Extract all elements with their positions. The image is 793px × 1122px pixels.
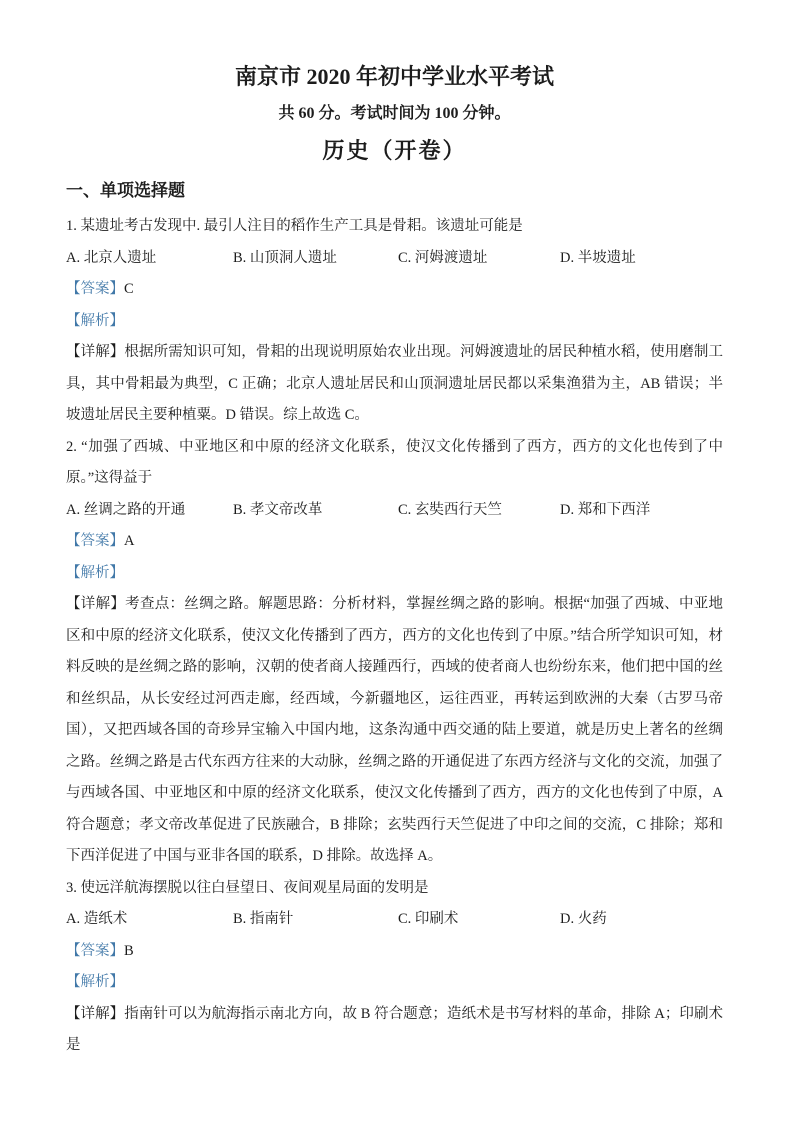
question-stem: 3. 使远洋航海摆脱以往白昼望日、夜间观星局面的发明是 — [66, 879, 429, 896]
option-b: B. 孝文帝改革 — [233, 501, 323, 518]
detail-paragraph — [66, 999, 723, 1062]
answer-value: B — [124, 942, 134, 959]
answer-line — [66, 274, 723, 306]
detail-paragraph — [66, 337, 723, 432]
options-row — [66, 495, 723, 527]
analysis-label: 【解析】 — [66, 564, 124, 581]
option-d: D. 半坡遗址 — [560, 249, 636, 266]
option-a: A. 造纸术 — [66, 911, 128, 927]
answer-label: 【答案】 — [66, 533, 124, 549]
exam-score-duration: 共 60 分。考试时间为 100 分钟。 — [278, 105, 511, 122]
question-block-3 — [66, 873, 723, 1062]
answer-value: C — [124, 281, 134, 297]
detail-label: 【详解】 — [66, 1005, 125, 1022]
section-heading: 一、单项选择题 — [66, 181, 185, 200]
question-stem: 2. “加强了西城、中亚地区和中原的经济文化联系，使汉文化传播到了西方，西方的文化也传到了中原。”这得益于 — [66, 438, 723, 486]
detail-text: 指南针可以为航海指示南北方向，故 B 符合题意；造纸术是书写材料的革命，排除 A；印刷术是 — [66, 1005, 724, 1053]
options-row — [66, 243, 723, 275]
option-b: B. 指南针 — [233, 911, 294, 927]
answer-line — [66, 526, 723, 558]
analysis-line — [66, 967, 723, 999]
analysis-label: 【解析】 — [66, 312, 124, 329]
question-stem: 1. 某遗址考古发现中. 最引人注目的稻作生产工具是骨耜。该遗址可能是 — [66, 218, 523, 234]
detail-label: 【详解】 — [66, 344, 125, 360]
answer-label: 【答案】 — [66, 281, 124, 297]
detail-paragraph — [66, 589, 723, 873]
analysis-line — [66, 558, 723, 590]
detail-label: 【详解】 — [66, 596, 126, 612]
analysis-label: 【解析】 — [66, 974, 124, 990]
option-c: C. 河姆渡遗址 — [398, 249, 488, 266]
question-block-2 — [66, 432, 723, 873]
option-a: A. 丝调之路的开通 — [66, 501, 186, 518]
option-a: A. 北京人遗址 — [66, 249, 157, 266]
analysis-line — [66, 306, 723, 338]
detail-text: 根据所需知识可知，骨耜的出现说明原始农业出现。河姆渡遗址的居民种植水稻，使用磨制工具，其中骨耜最为典型，C 正确；北京人遗址居民和山顶洞遗址居民都以采集渔猎为主，AB 错误；半坡遗址居民主要种植粟。D 错误。综上故选 C。 — [66, 344, 724, 423]
option-d: D. 火药 — [560, 911, 607, 927]
question-block-1 — [66, 211, 723, 432]
answer-line — [66, 936, 723, 968]
answer-label: 【答案】 — [66, 942, 124, 959]
option-c: C. 玄奘西行天竺 — [398, 501, 502, 518]
answer-value: A — [124, 533, 135, 549]
option-d: D. 郑和下西洋 — [560, 501, 651, 518]
options-row — [66, 904, 723, 936]
detail-text: 考查点：丝绸之路。解题思路：分析材料，掌握丝绸之路的影响。根据“加强了西城、中亚地区和中原的经济文化联系，使汉文化传播到了西方，西方的文化也传到了中原。”结合所学知识可知，材料反映的是丝绸之路的影响，汉朝的使者商人接踵西行，西域的使者商人也纷纷东来，他们把中国的丝和丝织品，从长安经过河西走廊，经西域，今新疆地区，运往西亚，再转运到欧洲的大秦（古罗马帝国），又把西域各国的奇珍异宝输入中国内地，这条沟通中西交通的陆上要道，就是历史上著名的丝绸之路。丝绸之路是古代东西方往来的大动脉，丝绸之路的开通促进了东西方经济与文化的交流，加强了与西域各国、中亚地区和中原的经济文化联系，使汉文化传播到了西方，西方的文化也传到了中原，A 符合题意；孝文帝改革促进了民族融合，B 排除；玄奘西行天竺促进了中印之间的交流，C 排除；郑和下西洋促进了中国与亚非各国的联系，D 排除。故选择 A。 — [66, 596, 724, 864]
exam-title: 南京市 2020 年初中学业水平考试 — [234, 64, 554, 89]
option-b: B. 山顶洞人遗址 — [233, 249, 337, 266]
exam-subject: 历史（开卷） — [322, 138, 467, 163]
option-c: C. 印刷术 — [398, 911, 459, 927]
